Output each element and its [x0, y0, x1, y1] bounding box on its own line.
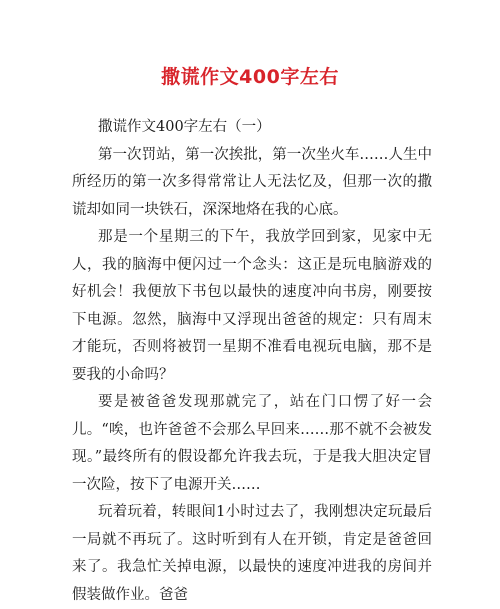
- section-subtitle: 撒谎作文400字左右（一）: [98, 119, 271, 135]
- document-body: [72, 114, 432, 609]
- paragraph-3: 要是被爸爸发现那就完了，站在门口愣了好一会儿。“唉，也许爸爸不会那么早回来……那不就不会被发现。”最终所有的假设都允许我去玩，于是我大胆决定冒一次险，按下了电源开关……: [72, 394, 432, 493]
- paragraph-4: 玩着玩着，转眼间1小时过去了，我刚想决定玩最后一局就不再玩了。这时听到有人在开锁，肯定是爸爸回来了。我急忙关掉电源，以最快的速度冲进我的房间并假装做作业。爸爸: [72, 504, 432, 603]
- paragraph-2: 那是一个星期三的下午，我放学回到家，见家中无人，我的脑海中便闪过一个念头：这正是玩电脑游戏的好机会！我便放下书包以最快的速度冲向书房，刚要按下电源。忽然，脑海中又浮现出爸爸的规定：只有周末才能玩，否则将被罚一星期不准看电视玩电脑，那不是要我的小命吗？: [72, 229, 432, 383]
- paragraph-1: 第一次罚站，第一次挨批，第一次坐火车……人生中所经历的第一次多得常常让人无法忆及，但那一次的撒谎却如同一块铁石，深深地烙在我的心底。: [72, 146, 432, 218]
- document-title: 撒谎作文400字左右: [161, 66, 339, 88]
